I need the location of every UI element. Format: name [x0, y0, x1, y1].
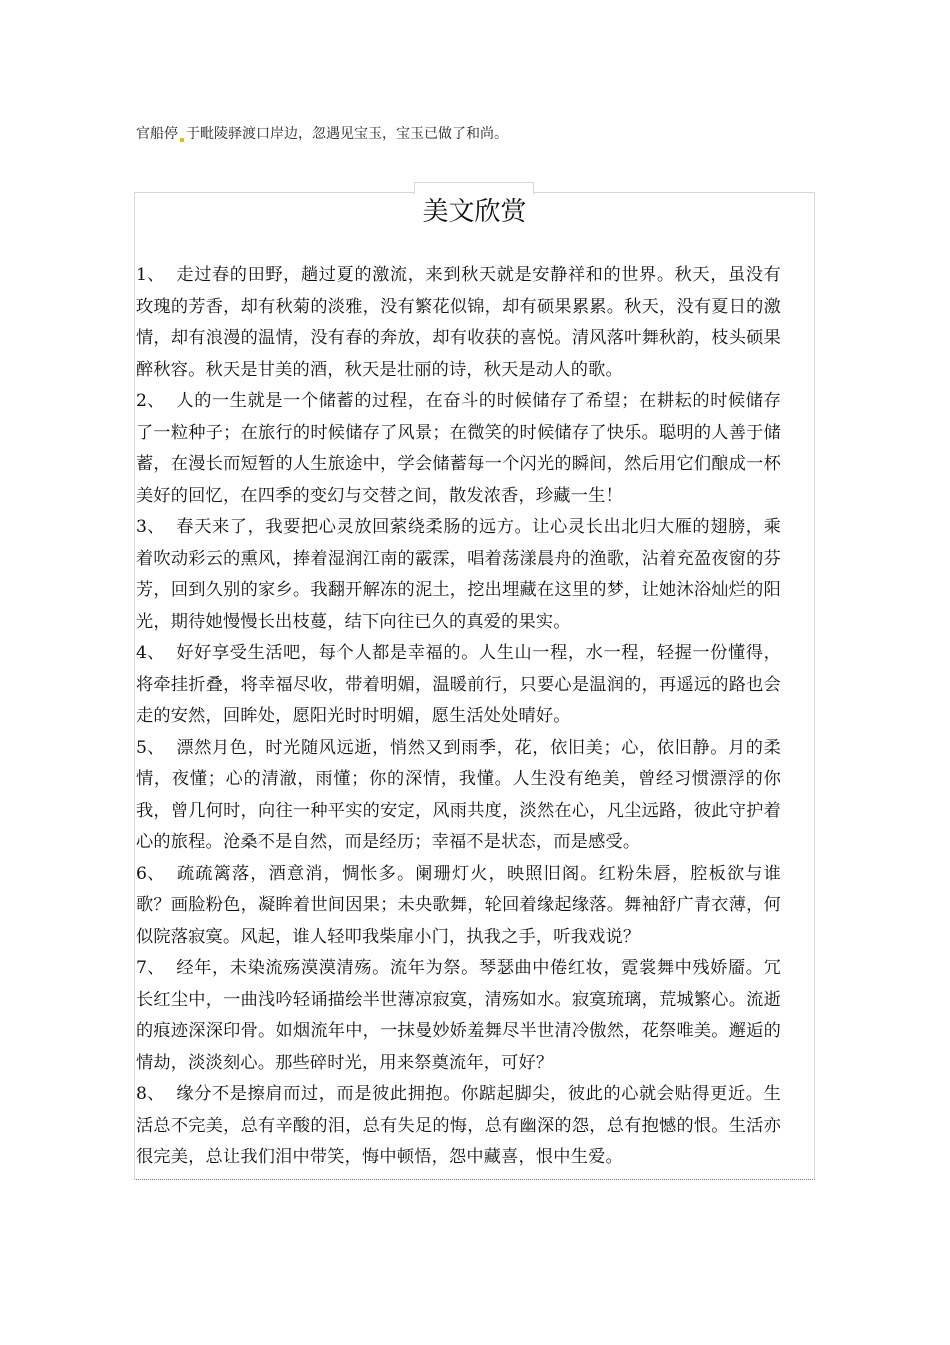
- paragraph-7: [136, 953, 781, 1079]
- paragraph-number: 5、: [136, 737, 165, 758]
- paragraph-number: 8、: [136, 1084, 165, 1104]
- paragraph-8: [136, 1079, 781, 1174]
- paragraph-number: 6、: [136, 863, 165, 884]
- top-line-after: 于毗陵驿渡口岸边，忽遇见宝玉，宝玉已做了和尚。: [186, 126, 508, 142]
- paragraph-text: 春天来了，我要把心灵放回萦绕柔肠的远方。让心灵长出北归大雁的翅膀，乘着吹动彩云的熏风，捧着湿润江南的霰霂，唱着荡漾晨舟的渔歌，沾着充盈夜窗的芬芳，回到久别的家乡。我翻开解冻的泥土，挖出埋藏在这里的梦，让她沐浴灿烂的阳光，期待她慢慢长出枝蔓，结下向往已久的真爱的果实。: [136, 517, 781, 632]
- paragraph-number: 4、: [136, 643, 165, 663]
- paragraph-text: 人的一生就是一个储蓄的过程，在奋斗的时候储存了希望；在耕耘的时候储存了一粒种子；在旅行的时候储存了风景；在微笑的时候储存了快乐。聪明的人善于储蓄，在漫长而短暂的人生旅途中，学会储蓄每一个闪光的瞬间，然后用它们酿成一杯美好的回忆，在四季的变幻与交替之间，散发浓香，珍藏一生！: [136, 391, 781, 506]
- highlight-dot: [180, 138, 184, 142]
- paragraph-text: 疏疏篱落，酒意消，惆怅多。阑珊灯火，映照旧阁。红粉朱唇，腔板欲与谁歌？画脸粉色，凝眸着世间因果；未央歌舞，轮回着缘起缘落。舞袖舒广青衣薄，何似院落寂寞。风起，谁人轻叩我柴扉小门，执我之手，听我戏说？: [136, 863, 781, 947]
- paragraph-6: [136, 859, 781, 954]
- paragraph-number: 2、: [136, 391, 165, 411]
- paragraph-4: [136, 638, 781, 733]
- paragraph-text: 漂然月色，时光随风远逝，悄然又到雨季，花，依旧美；心，依旧静。月的柔情，夜懂；心的清澈，雨懂；你的深情，我懂。人生没有绝美，曾经习惯漂浮的你我，曾几何时，向往一种平实的安定，风雨共度，淡然在心，凡尘远路，彼此守护着心的旅程。沧桑不是自然，而是经历；幸福不是状态，而是感受。: [136, 737, 781, 852]
- paragraph-number: 3、: [136, 517, 165, 537]
- paragraph-2: [136, 386, 781, 512]
- top-line-before: 官船停: [136, 126, 178, 142]
- page-title: 美文欣赏: [422, 197, 527, 227]
- paragraph-text: 经年，未染流殇漠漠清殇。流年为祭。琴瑟曲中倦红妆，霓裳舞中残娇靥。冗长红尘中，一曲浅吟轻诵描绘半世薄凉寂寞，清殇如水。寂寞琉璃，荒城繁心。流逝的痕迹深深印骨。如烟流年中，一抹曼妙娇羞舞尽半世清冷傲然，花祭唯美。邂逅的情劫，淡淡刻心。那些碎时光，用来祭奠流年，可好？: [136, 958, 781, 1073]
- article-body: [136, 260, 781, 1174]
- paragraph-text: 好好享受生活吧，每个人都是幸福的。人生山一程，水一程，轻握一份懂得，将牵挂折叠，将幸福尽收，带着明媚，温暖前行，只要心是温润的，再遥远的路也会走的安然，回眸处，愿阳光时时明媚，愿生活处处晴好。: [136, 643, 781, 726]
- previous-page-tail-text: [136, 124, 508, 144]
- paragraph-3: [136, 512, 781, 638]
- paragraph-number: 7、: [136, 958, 165, 978]
- paragraph-5: [136, 733, 781, 859]
- paragraph-number: 1、: [136, 265, 165, 285]
- paragraph-1: [136, 260, 781, 386]
- paragraph-text: 走过春的田野，趟过夏的激流，来到秋天就是安静祥和的世界。秋天，虽没有玫瑰的芳香，却有秋菊的淡雅，没有繁花似锦，却有硕果累累。秋天，没有夏日的激情，却有浪漫的温情，没有春的奔放，却有收获的喜悦。清风落叶舞秋韵，枝头硕果醉秋容。秋天是甘美的酒，秋天是壮丽的诗，秋天是动人的歌。: [136, 265, 781, 380]
- paragraph-text: 缘分不是擦肩而过，而是彼此拥抱。你踮起脚尖，彼此的心就会贴得更近。生活总不完美，总有辛酸的泪，总有失足的悔，总有幽深的怨，总有抱憾的恨。生活亦很完美，总让我们泪中带笑，悔中顿悟，怨中藏喜，恨中生爱。: [136, 1084, 781, 1167]
